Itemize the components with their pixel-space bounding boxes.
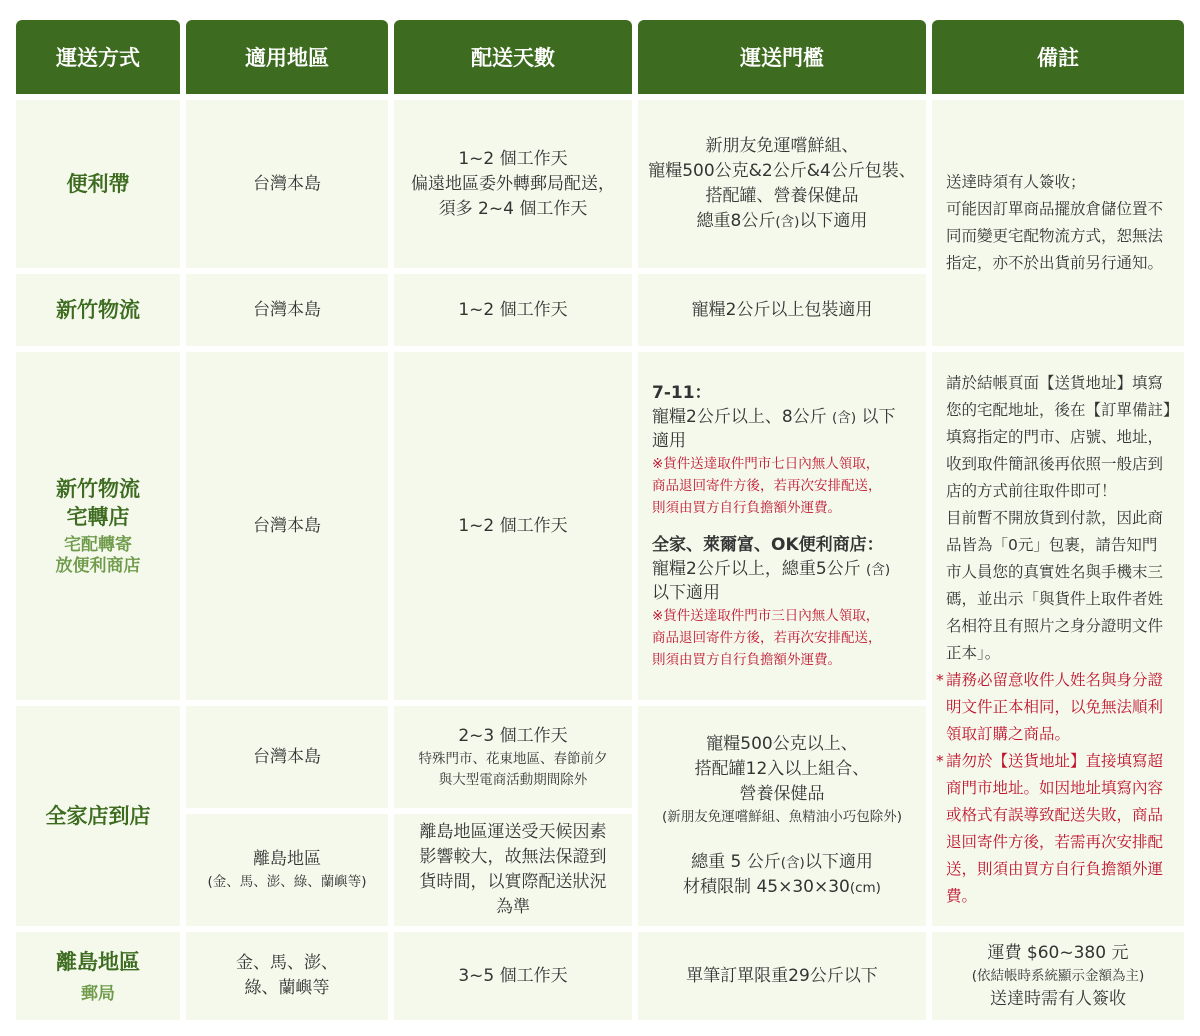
threshold-total — [691, 850, 873, 875]
method-hsinchu-store-sub: 宅配轉寄 — [64, 535, 132, 555]
region-hsinchu-store-cell — [186, 352, 388, 700]
warning-address — [936, 748, 1164, 910]
warning-line: 請務必留意收件人姓名與身分證 — [946, 671, 1164, 689]
method-convenience: 便利帶 — [66, 172, 130, 196]
region-family-island-sub: (金、馬、澎、綠、蘭嶼等) — [207, 874, 367, 890]
note-line: 目前暫不開放貨到付款，因此商 — [946, 509, 1164, 527]
days-convenience-cell — [394, 100, 632, 268]
note-line: 填寫指定的門市、店號、地址， — [946, 428, 1164, 446]
region-hsinchu-store: 台灣本島 — [253, 515, 321, 536]
days-hsinchu-store: 1~2 個工作天 — [458, 515, 568, 536]
note-line: 可能因訂單商品擺放倉儲位置不 — [946, 200, 1164, 218]
region-island-post: 金、馬、澎、 — [236, 953, 338, 973]
method-hsinchu-store-sub: 放便利商店 — [55, 556, 141, 576]
days-family-main-sub: 特殊門市、花東地區、春節前夕 — [418, 750, 608, 767]
note-line: 您的宅配地址，後在【訂單備註】 — [946, 401, 1179, 419]
threshold-size-unit: (cm) — [849, 880, 881, 896]
method-family-cell — [16, 706, 180, 926]
region-convenience: 台灣本島 — [253, 173, 321, 194]
region-island-post: 綠、蘭嶼等 — [244, 978, 330, 998]
days-island-line: 為準 — [496, 897, 530, 917]
threshold-total-post: 以下適用 — [804, 852, 873, 872]
threshold-hsinchu: 寵糧2公斤以上包裝適用 — [691, 299, 873, 320]
method-island-post-cell — [16, 932, 180, 1020]
family-line — [652, 557, 890, 581]
header-notes: 備註 — [932, 20, 1184, 94]
threshold-size — [683, 875, 881, 900]
region-family-main: 台灣本島 — [253, 746, 321, 767]
threshold-hsinchu-store-cell — [638, 352, 926, 700]
region-island-post-cell — [186, 932, 388, 1020]
island-post-fee-sub: (依結帳時系統顯示金額為主) — [971, 967, 1145, 984]
note-line: 品皆為「0元」包裹，請告知門 — [946, 536, 1158, 554]
threshold-size-value: 材積限制 45×30×30 — [683, 877, 850, 897]
note-line: 收到取件簡訊後再依照一般店到 — [946, 455, 1164, 473]
header-region: 適用地區 — [186, 20, 388, 94]
warning-line: 費。 — [946, 887, 978, 905]
days-family-island-cell — [394, 814, 632, 926]
threshold-total-post: 以下適用 — [799, 211, 868, 231]
family-note: 商品退回寄件方後，若再次安排配送， — [652, 630, 882, 646]
seven-eleven-apply: 適用 — [652, 431, 686, 451]
method-hsinchu-store: 宅轉店 — [66, 505, 130, 529]
family-weight: 寵糧2公斤以上，總重5公斤 — [652, 559, 861, 579]
region-hsinchu: 台灣本島 — [253, 299, 321, 320]
seven-eleven-note: ※貨件送達取件門市七日內無人領取， — [652, 456, 880, 472]
note-line: 碼，並出示「與貨件上取件者姓 — [946, 590, 1164, 608]
note-line: 正本」。 — [946, 644, 1001, 662]
threshold-sub: (新朋友免運嚐鮮組、魚精油小巧包除外) — [661, 809, 903, 825]
header-threshold: 運送門檻 — [638, 20, 926, 94]
warning-line: 明文件正本相同，以免無法順利 — [946, 698, 1164, 716]
threshold-island-post-cell — [638, 932, 926, 1020]
family-apply: 以下適用 — [652, 583, 720, 603]
days-island-post-cell — [394, 932, 632, 1020]
note-line: 店的方式前往取件即可！ — [946, 482, 1117, 500]
warning-line: 送，則須由買方自行負擔額外運 — [946, 860, 1164, 878]
region-hsinchu-cell — [186, 274, 388, 346]
notes-delivery-cell — [932, 100, 1184, 346]
days-line: 1~2 個工作天 — [458, 148, 568, 169]
warning-line: 商門市地址。如因地址填寫內容 — [946, 779, 1164, 797]
days-hsinchu-cell — [394, 274, 632, 346]
threshold-line: 搭配罐12入以上組合、 — [694, 759, 870, 779]
warning-line: 退回寄件方後，若需再次安排配 — [946, 833, 1164, 851]
warning-name-match — [936, 667, 1164, 748]
days-line: 須多 2~4 個工作天 — [438, 198, 588, 219]
threshold-line: 寵糧500公克&2公斤&4公斤包裝、 — [648, 161, 916, 181]
days-family-main: 2~3 個工作天 — [458, 725, 568, 746]
seven-eleven-note: 商品退回寄件方後，若再次安排配送， — [652, 478, 882, 494]
method-hsinchu: 新竹物流 — [56, 298, 140, 322]
region-family-island-cell — [186, 814, 388, 926]
note-line: 請於結帳頁面【送貨地址】填寫 — [946, 374, 1164, 392]
shipping-table — [16, 20, 1184, 1010]
days-family-main-cell — [394, 706, 632, 808]
threshold-total-incl: (含) — [780, 855, 805, 871]
seven-eleven-incl: (含) — [832, 410, 857, 426]
header-method: 運送方式 — [16, 20, 180, 94]
method-hsinchu-store-cell — [16, 352, 180, 700]
region-convenience-cell — [186, 100, 388, 268]
method-hsinchu-store: 新竹物流 — [56, 477, 140, 501]
note-line: 送達時須有人簽收； — [946, 173, 1086, 191]
family-title: 全家、萊爾富、OK便利商店： — [652, 535, 884, 555]
threshold-total-pre: 總重 5 公斤 — [691, 852, 781, 872]
seven-eleven-line — [652, 405, 896, 429]
island-post-signature: 送達時需有人簽收 — [990, 988, 1126, 1009]
method-island-post-sub: 郵局 — [81, 983, 115, 1004]
region-family-main-cell — [186, 706, 388, 808]
note-line: 指定，亦不於出貨前另行通知。 — [946, 254, 1164, 272]
warning-star: * — [936, 752, 944, 770]
seven-eleven-weight: 寵糧2公斤以上、8公斤 — [652, 407, 827, 427]
header-days: 配送天數 — [394, 20, 632, 94]
days-hsinchu: 1~2 個工作天 — [458, 299, 568, 320]
notes-store-cell — [932, 352, 1184, 926]
threshold-line: 新朋友免運嚐鮮組、 — [705, 136, 859, 156]
days-hsinchu-store-cell — [394, 352, 632, 700]
seven-eleven-note: 則須由買方自行負擔額外運費。 — [652, 500, 841, 516]
note-line: 市人員您的真實姓名與手機末三 — [946, 563, 1164, 581]
island-post-fee: 運費 $60~380 元 — [987, 942, 1129, 963]
warning-line: 或格式有誤導致配送失敗，商品 — [946, 806, 1164, 824]
method-hsinchu-cell — [16, 274, 180, 346]
days-line: 偏遠地區委外轉郵局配送， — [411, 173, 615, 194]
region-family-island: 離島地區 — [253, 849, 321, 869]
warning-star: * — [936, 671, 944, 689]
threshold-total-pre: 總重8公斤 — [696, 211, 776, 231]
days-island-line: 貨時間，以實際配送狀況 — [419, 872, 607, 892]
method-island-post: 離島地區 — [56, 949, 140, 974]
family-note: ※貨件送達取件門市三日內無人領取， — [652, 608, 880, 624]
seven-eleven-title: 7-11： — [652, 383, 712, 403]
days-family-main-sub: 與大型電商活動期間除外 — [438, 771, 588, 788]
days-island-line: 離島地區運送受天候因素 — [419, 822, 607, 842]
threshold-island-post: 單筆訂單限重29公斤以下 — [686, 965, 878, 986]
method-convenience-cell — [16, 100, 180, 268]
warning-line: 領取訂購之商品。 — [946, 725, 1071, 743]
threshold-convenience-cell — [638, 100, 926, 268]
notes-island-post-cell — [932, 932, 1184, 1020]
family-note: 則須由買方自行負擔額外運費。 — [652, 652, 841, 668]
threshold-line: 寵糧500公克以上、 — [706, 734, 858, 754]
days-island-post: 3~5 個工作天 — [458, 965, 568, 986]
seven-eleven-below: 以下 — [861, 407, 896, 427]
warning-line: 請勿於【送貨地址】直接填寫超 — [946, 752, 1164, 770]
threshold-family-cell — [638, 706, 926, 926]
note-line: 名相符且有照片之身分證明文件 — [946, 617, 1164, 635]
days-island-line: 影響較大，故無法保證到 — [419, 847, 607, 867]
note-line: 同而變更宅配物流方式，恕無法 — [946, 227, 1164, 245]
threshold-total-incl: (含) — [775, 214, 800, 230]
method-family: 全家店到店 — [45, 804, 151, 828]
threshold-line: 營養保健品 — [739, 784, 825, 804]
threshold-hsinchu-cell — [638, 274, 926, 346]
family-incl: (含) — [866, 562, 891, 578]
threshold-line: 搭配罐、營養保健品 — [705, 186, 859, 206]
threshold-total — [697, 209, 868, 234]
